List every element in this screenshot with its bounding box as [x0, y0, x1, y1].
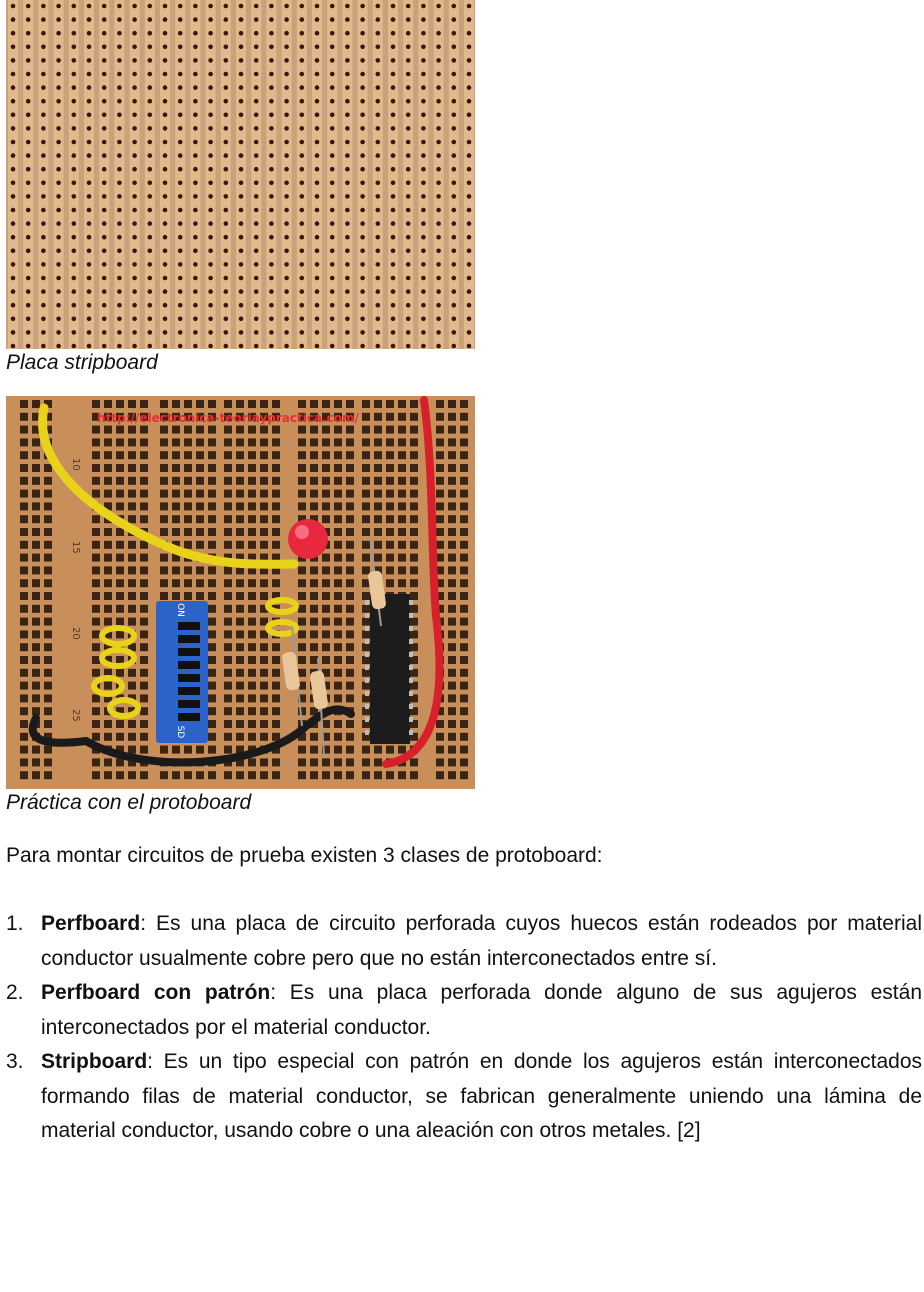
list-number: 2. — [6, 981, 24, 1004]
list-text: : Es una placa de circuito perforada cuyos huecos están rodeados por material conductor usualmente cobre pero que no están interconectados entre sí. — [41, 912, 922, 970]
list-term: Perfboard con patrón — [41, 981, 271, 1004]
list-item — [0, 907, 922, 976]
list-term: Stripboard — [41, 1050, 148, 1073]
list-number: 1. — [6, 912, 24, 935]
stripboard-image — [6, 0, 475, 349]
protoboard-types-list — [0, 907, 922, 1149]
list-term: Perfboard — [41, 912, 141, 935]
list-item — [0, 1045, 922, 1149]
row-number-20: 20 — [70, 627, 81, 640]
list-text: : Es una placa perforada donde alguno de sus agujeros están interconectados por el material conductor. — [41, 981, 922, 1039]
row-number-25: 25 — [70, 709, 81, 722]
list-text: : Es un tipo especial con patrón en donde los agujeros están interconectados formando filas de material conductor, se fabrican generalmente uniendo una lámina de material conductor, usando cobre o una aleación con otros metales. [2] — [41, 1050, 922, 1142]
protoboard-image — [6, 396, 475, 789]
protoboard-illustration — [6, 396, 475, 789]
figure-caption-1: Placa stripboard — [6, 351, 158, 374]
ic-chip — [365, 594, 413, 744]
row-number-15: 15 — [70, 541, 81, 554]
red-led — [288, 519, 328, 559]
dip-switch — [156, 601, 208, 743]
intro-paragraph: Para montar circuitos de prueba existen 3 clases de protoboard: — [6, 844, 603, 867]
watermark-text: http://electronica-teoriaypractica.com/ — [97, 411, 359, 425]
list-number: 3. — [6, 1050, 24, 1073]
row-number-10: 10 — [70, 458, 81, 471]
figure-caption-2: Práctica con el protoboard — [6, 791, 252, 814]
stripboard-illustration — [6, 0, 475, 349]
list-item — [0, 976, 922, 1045]
dip-sd-label: SD — [175, 725, 185, 739]
dip-on-label: ON — [175, 603, 185, 617]
